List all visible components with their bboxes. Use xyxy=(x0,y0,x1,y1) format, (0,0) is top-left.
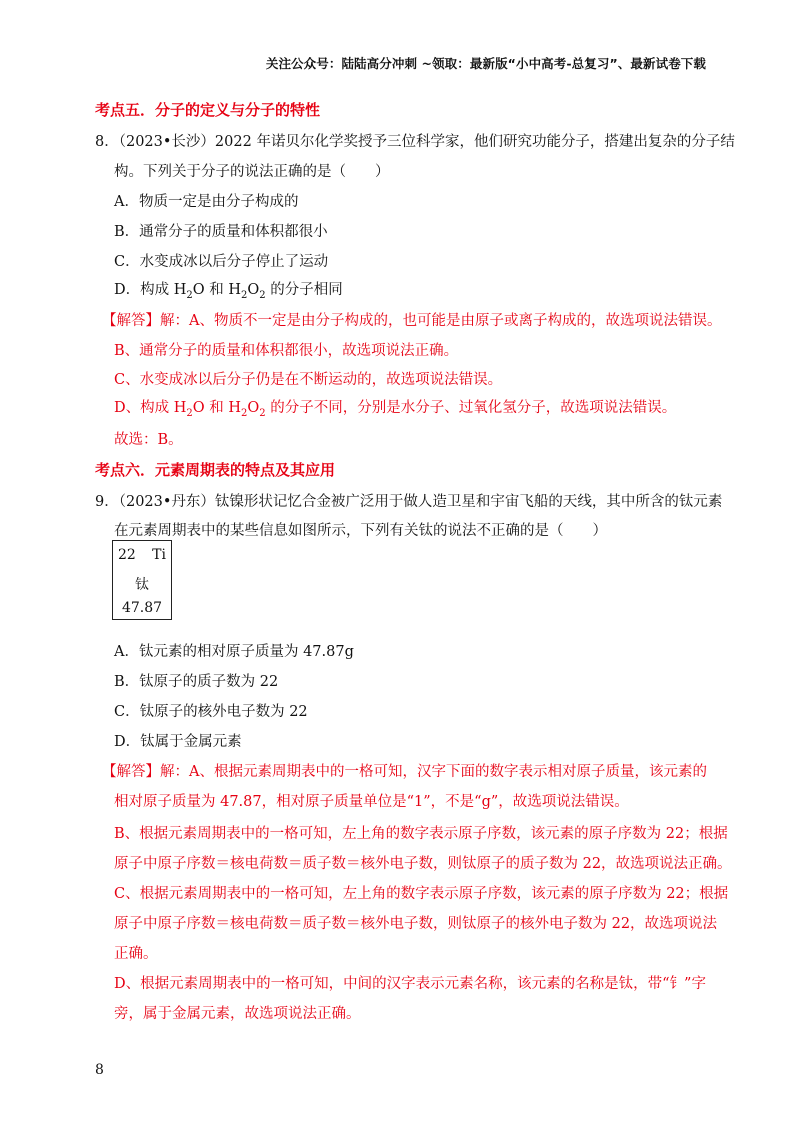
q8-stem-line1: 8．（2023•长沙）2022 年诺贝尔化学奖授予三位科学家，他们研究功能分子，搭建出复杂的分子结 xyxy=(95,134,735,150)
element-symbol: Ti xyxy=(152,547,166,563)
subscript: 2 xyxy=(259,407,266,419)
subscript: 2 xyxy=(241,407,248,419)
q9-stem-line1: 9．（2023•丹东）钛镍形状记忆合金被广泛用于做人造卫星和宇宙飞船的天线，其中所含的钛元素 xyxy=(95,494,723,510)
answer-tag: 【解答】 xyxy=(102,313,160,329)
q9-answer-c1: C、根据元素周期表中的一格可知，左上角的数字表示原子序数，该元素的原子序数为 22；根据 xyxy=(114,886,729,902)
q8-option-d-mid1: O 和 H xyxy=(192,282,242,298)
q9-answer-b1: B、根据元素周期表中的一格可知，左上角的数字表示原子序数，该元素的原子序数为 22；根据 xyxy=(114,826,728,842)
page-number: 8 xyxy=(95,1062,104,1078)
subscript: 2 xyxy=(259,289,266,301)
q9-answer-a2: 相对原子质量为 47.87，相对原子质量单位是“1”，不是“g”，故选项说法错误。 xyxy=(114,794,629,810)
q9-answer-d1: D、根据元素周期表中的一格可知，中间的汉字表示元素名称，该元素的名称是钛，带“钅”字 xyxy=(114,976,706,992)
q8-option-d-pre: D．构成 H xyxy=(114,282,187,298)
subscript: 2 xyxy=(186,289,193,301)
q8-answer-line4-mid1: O 和 H xyxy=(192,400,242,416)
q9-option-d: D．钛属于金属元素 xyxy=(114,734,242,750)
q8-option-d-post: 的分子相同 xyxy=(265,282,343,298)
q9-answer-c2: 原子中原子序数＝核电荷数＝质子数＝核外电子数，则钛原子的核外电子数为 22，故选项说法 xyxy=(114,916,718,932)
q8-answer-line4-post: 的分子不同，分别是水分子、过氧化氢分子，故选项说法错误。 xyxy=(265,400,677,416)
q8-answer-line3: C、水变成冰以后分子仍是在不断运动的，故选项说法错误。 xyxy=(114,372,503,388)
answer-tag: 【解答】 xyxy=(102,764,160,780)
q9-answer-d2: 旁，属于金属元素，故选项说法正确。 xyxy=(114,1006,361,1022)
q9-answer-a1-text: 解：A、根据元素周期表中的一格可知，汉字下面的数字表示相对原子质量，该元素的 xyxy=(160,764,707,780)
q9-answer-b2: 原子中原子序数＝核电荷数＝质子数＝核外电子数，则钛原子的质子数为 22，故选项说法正确。 xyxy=(114,856,732,872)
subscript: 2 xyxy=(186,407,193,419)
q8-option-c: C．水变成冰以后分子停止了运动 xyxy=(114,254,329,270)
periodic-table-cell xyxy=(112,540,172,620)
section-title-6: 考点六．元素周期表的特点及其应用 xyxy=(95,461,336,479)
q9-stem-line2: 在元素周期表中的某些信息如图所示，下列有关钛的说法不正确的是（ ） xyxy=(114,523,607,539)
q8-answer-line4 xyxy=(114,396,676,419)
q8-answer-choice: 故选：B。 xyxy=(114,432,183,448)
q8-stem-line2: 构。下列关于分子的说法正确的是（ ） xyxy=(114,164,390,180)
q8-answer-line4-pre: D、构成 H xyxy=(114,400,187,416)
q8-option-d xyxy=(114,278,343,301)
q8-option-a: A．物质一定是由分子构成的 xyxy=(114,194,299,210)
q8-answer-text1: 解：A、物质不一定是由分子构成的，也可能是由原子或离子构成的，故选项说法错误。 xyxy=(160,313,722,329)
subscript: 2 xyxy=(241,289,248,301)
q9-option-c: C．钛原子的核外电子数为 22 xyxy=(114,704,308,720)
q8-option-d-mid2: O xyxy=(247,282,260,298)
q8-option-b: B．通常分子的质量和体积都很小 xyxy=(114,224,328,240)
section-title-5: 考点五．分子的定义与分子的特性 xyxy=(95,101,321,119)
element-name: 钛 xyxy=(135,577,149,593)
q9-option-b: B．钛原子的质子数为 22 xyxy=(114,674,279,690)
q8-answer-line4-mid2: O xyxy=(247,400,260,416)
q9-answer-a1 xyxy=(102,760,707,781)
q8-answer-line2: B、通常分子的质量和体积都很小，故选项说法正确。 xyxy=(114,343,459,359)
atomic-mass: 47.87 xyxy=(121,600,163,616)
q9-answer-c3: 正确。 xyxy=(114,946,158,962)
page-header: 关注公众号：陆陆高分冲刺 ~领取：最新版“小中高考-总复习”、最新试卷下载 xyxy=(265,56,706,71)
q9-option-a: A．钛元素的相对原子质量为 47.87g xyxy=(114,644,354,660)
q8-answer-line1 xyxy=(102,309,721,330)
atomic-number: 22 xyxy=(118,547,136,563)
